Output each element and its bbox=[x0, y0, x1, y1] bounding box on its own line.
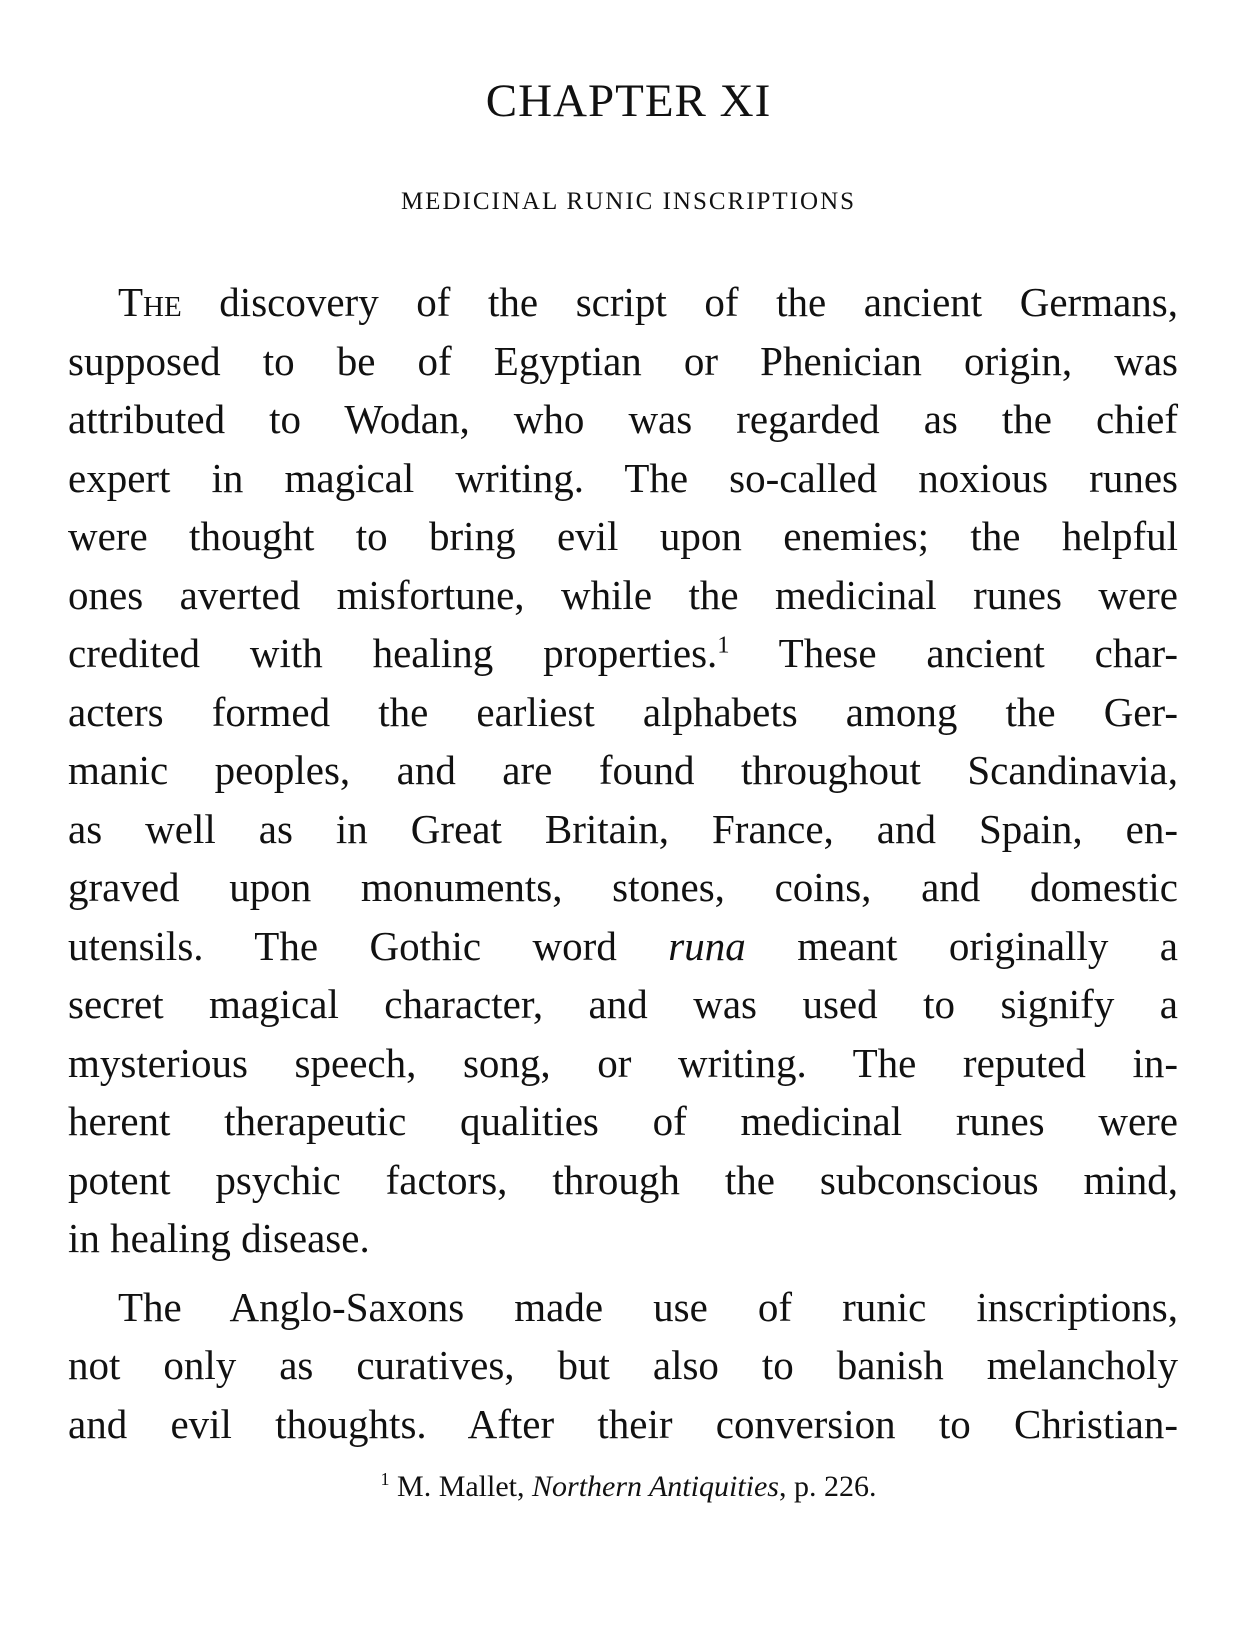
text-line: and evil thoughts. After their conversion to Christian- bbox=[68, 1400, 1178, 1447]
text-line: in healing disease. bbox=[68, 1215, 370, 1261]
text-line: herent therapeutic qualities of medicinal runes were bbox=[68, 1098, 1178, 1144]
text-line: ones averted misfortune, while the medicinal runes were bbox=[68, 571, 1178, 618]
text-line-content: meant originally a bbox=[745, 922, 1178, 969]
text-line: not only as curatives, but also to banish melancholy bbox=[68, 1342, 1178, 1388]
text-line bbox=[68, 917, 1178, 976]
paragraph-2 bbox=[68, 1278, 1178, 1454]
text-line: potent psychic factors, through the subconscious mind, bbox=[68, 1156, 1178, 1203]
text-line: The Anglo-Saxons made use of runic inscriptions, bbox=[118, 1283, 1178, 1330]
text-line: secret magical character, and was used to signify a bbox=[68, 981, 1178, 1027]
footnote bbox=[0, 1470, 1257, 1504]
lead-word: The bbox=[118, 279, 182, 325]
body-text bbox=[68, 273, 1178, 1453]
footnote-reference: 1 bbox=[717, 631, 730, 659]
text-line-content: utensils. The Gothic word bbox=[68, 922, 669, 969]
paragraph-gap bbox=[68, 1268, 1178, 1278]
italic-word: runa bbox=[668, 922, 746, 969]
text-line-content: credited with healing properties. bbox=[68, 630, 718, 676]
text-line: graved upon monuments, stones, coins, and domestic bbox=[68, 864, 1178, 910]
footnote-marker: 1 bbox=[380, 1469, 390, 1489]
text-line: manic peoples, and are found throughout Scandinavia, bbox=[68, 747, 1178, 793]
text-line bbox=[68, 624, 1178, 683]
text-line: supposed to be of Egyptian or Phenician origin, was bbox=[68, 337, 1178, 384]
chapter-title: CHAPTER XI bbox=[485, 75, 772, 127]
text-line: mysterious speech, song, or writing. The reputed in- bbox=[68, 1039, 1178, 1086]
text-line-content: discovery of the script of the ancient Germans, bbox=[219, 279, 1178, 325]
text-line: attributed to Wodan, who was regarded as the chief bbox=[68, 396, 1178, 442]
text-line bbox=[68, 273, 1178, 332]
text-line: expert in magical writing. The so-called noxious runes bbox=[68, 454, 1178, 501]
text-line: as well as in Great Britain, France, and Spain, en- bbox=[68, 805, 1178, 852]
footnote-page: , p. 226. bbox=[778, 1470, 877, 1503]
paragraph-1 bbox=[68, 273, 1178, 1268]
text-line: acters formed the earliest alphabets among the Ger- bbox=[68, 688, 1178, 735]
footnote-work-title: Northern Antiquities bbox=[532, 1470, 779, 1503]
footnote-author: M. Mallet, bbox=[389, 1470, 533, 1503]
text-line: were thought to bring evil upon enemies; the helpful bbox=[68, 513, 1178, 559]
text-line-content: These ancient char- bbox=[729, 630, 1178, 676]
chapter-subtitle: MEDICINAL RUNIC INSCRIPTIONS bbox=[400, 188, 857, 215]
